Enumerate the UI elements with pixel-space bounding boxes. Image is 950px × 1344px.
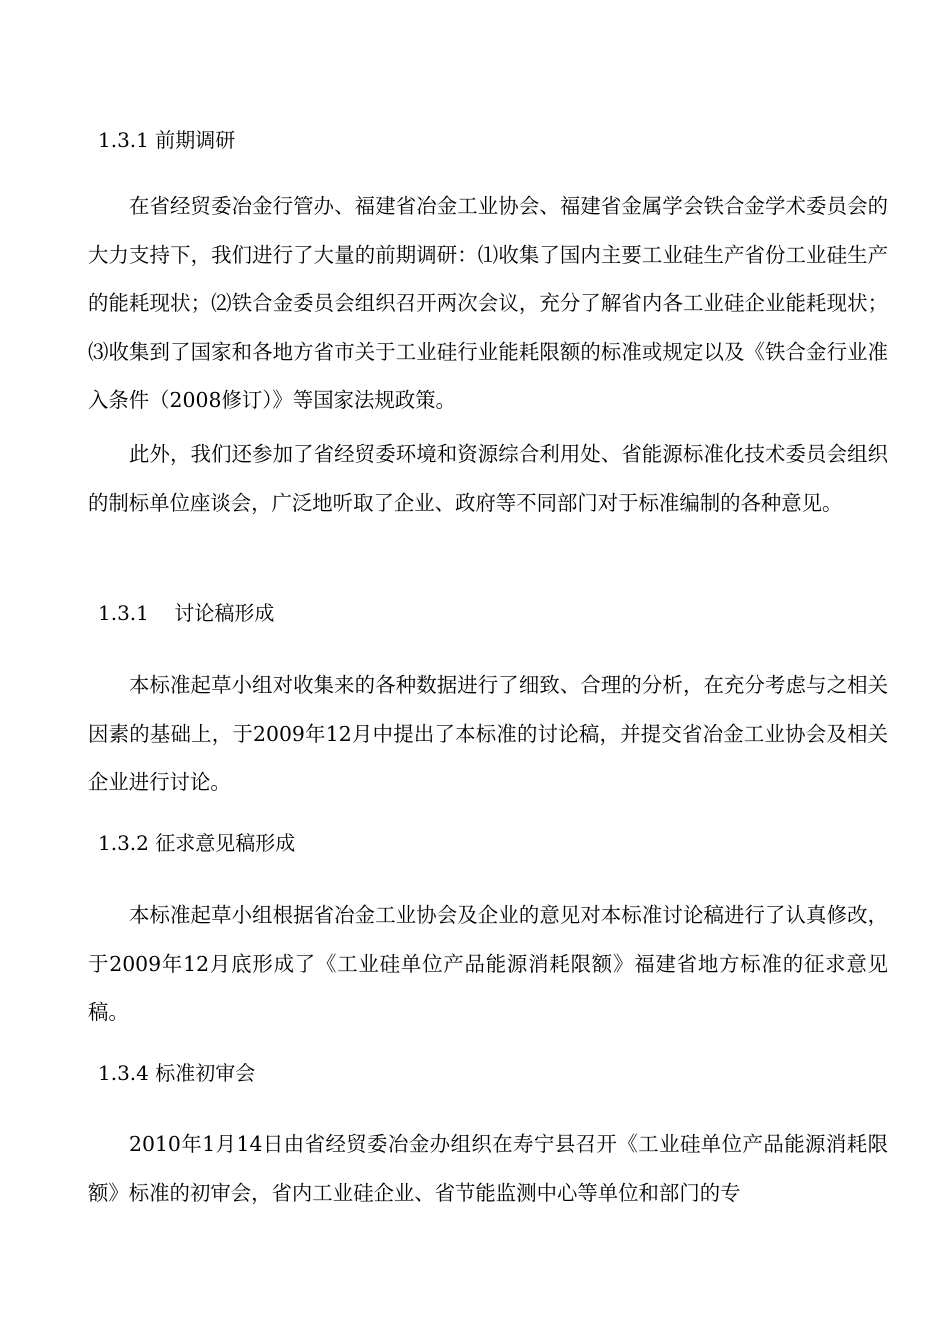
section-heading-discussion-draft: 1.3.1 讨论稿形成: [98, 601, 275, 625]
paragraph-preliminary-review: 2010年1月14日由省经贸委冶金办组织在寿宁县召开《工业硅单位产品能源消耗限额》标准的初审会，省内工业硅企业、省节能监测中心等单位和部门的专: [88, 1132, 888, 1205]
paragraph-discussion-draft: 本标准起草小组对收集来的各种数据进行了细致、合理的分析，在充分考虑与之相关因素的基础上，于2009年12月中提出了本标准的讨论稿，并提交省冶金工业协会及相关企业进行讨论。: [88, 673, 888, 794]
paragraph-research-details: 在省经贸委冶金行管办、福建省冶金工业协会、福建省金属学会铁合金学术委员会的大力支持下，我们进行了大量的前期调研：⑴收集了国内主要工业硅生产省份工业硅生产的能耗现状；⑵铁合金委员会组织召开两次会议，充分了解省内各工业硅企业能耗现状；⑶收集到了国家和各地方省市关于工业硅行业能耗限额的标准或规定以及《铁合金行业准入条件（2008修订）》等国家法规政策。: [88, 194, 888, 412]
section-heading-preliminary-review: 1.3.4 标准初审会: [98, 1061, 256, 1085]
paragraph-research-seminar: 此外，我们还参加了省经贸委环境和资源综合利用处、省能源标准化技术委员会组织的制标单位座谈会，广泛地听取了企业、政府等不同部门对于标准编制的各种意见。: [88, 442, 888, 515]
paragraph-consultation-draft: 本标准起草小组根据省冶金工业协会及企业的意见对本标准讨论稿进行了认真修改，于2009年12月底形成了《工业硅单位产品能源消耗限额》福建省地方标准的征求意见稿。: [88, 903, 888, 1024]
section-heading-consultation-draft: 1.3.2 征求意见稿形成: [98, 831, 296, 855]
section-heading-preliminary-research: 1.3.1 前期调研: [98, 128, 236, 152]
